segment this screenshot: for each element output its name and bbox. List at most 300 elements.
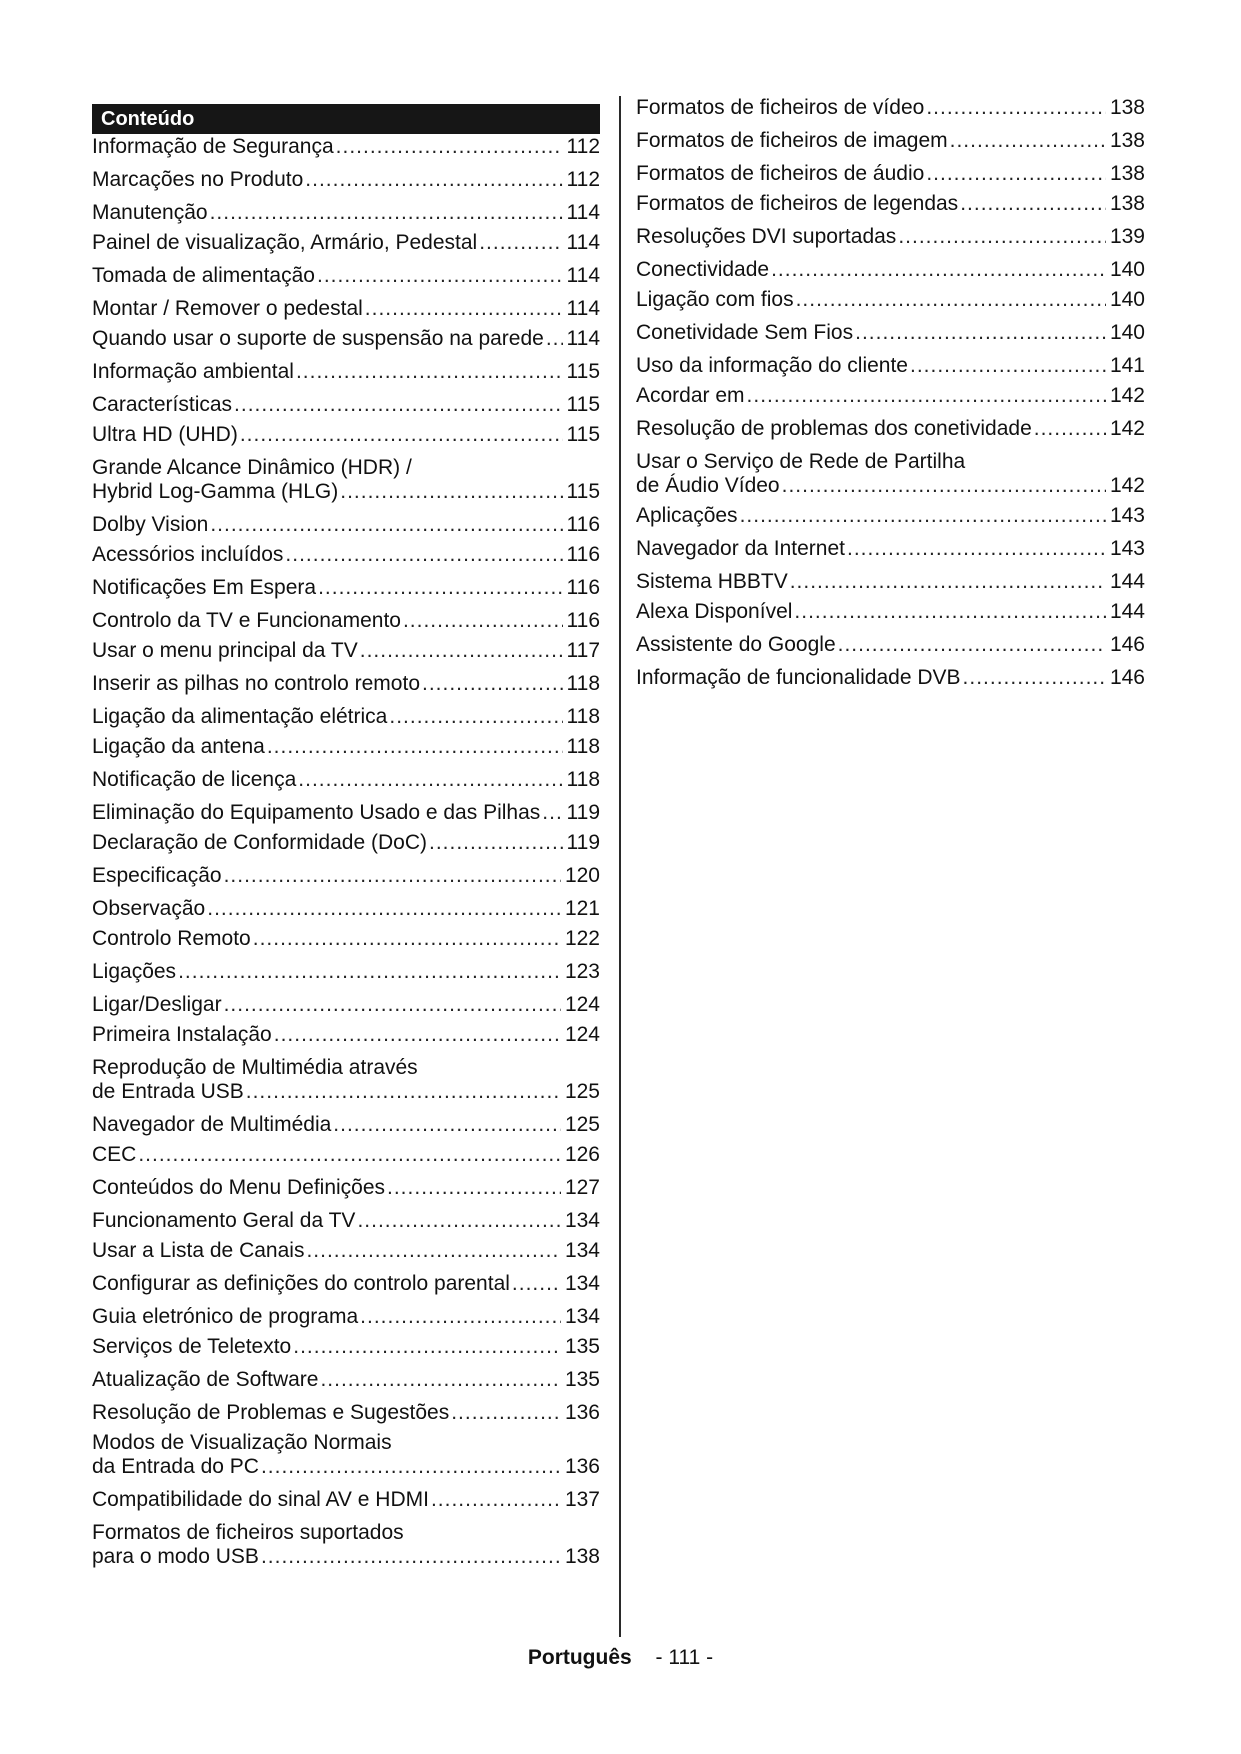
- toc-entry-title: Conetividade Sem Fios: [636, 321, 854, 344]
- toc-entry-title: Formatos de ficheiros de legendas: [636, 192, 959, 215]
- dot-leader: [960, 192, 1106, 216]
- dot-leader: [240, 423, 563, 447]
- toc-entry-title: Observação: [92, 897, 206, 920]
- toc-entry-page: 141: [1109, 354, 1145, 377]
- dot-leader: [246, 1080, 561, 1104]
- toc-entry[interactable]: [92, 993, 600, 1017]
- dot-leader: [782, 474, 1106, 498]
- toc-entry-title: Serviços de Teletexto: [92, 1335, 292, 1358]
- toc-entry-page: 140: [1109, 258, 1145, 281]
- toc-entry-page: 124: [564, 1023, 600, 1046]
- toc-entry-page: 115: [566, 423, 600, 446]
- toc-entry-title: Informação ambiental: [92, 360, 294, 383]
- toc-entry-page: 126: [564, 1143, 600, 1166]
- toc-entry-line: [636, 162, 1145, 186]
- dot-leader: [365, 297, 563, 321]
- toc-entry-page: 119: [566, 801, 600, 824]
- toc-entry-title: Sistema HBBTV: [636, 570, 788, 593]
- toc-entry[interactable]: [92, 1368, 600, 1392]
- toc-entry-title-line1: Grande Alcance Dinâmico (HDR) /: [92, 456, 412, 479]
- toc-entry[interactable]: [636, 258, 1145, 282]
- toc-entry-page: 135: [564, 1368, 600, 1391]
- toc-entry-page: 115: [566, 360, 600, 383]
- toc-entry-title: Tomada de alimentação: [92, 264, 315, 287]
- toc-entry-page: 118: [566, 672, 600, 695]
- toc-entry-page: 114: [566, 231, 600, 254]
- toc-entry-line: [92, 360, 600, 384]
- toc-entry-title: Ligação da alimentação elétrica: [92, 705, 388, 728]
- toc-entry-line: [636, 666, 1145, 690]
- toc-entry[interactable]: [92, 864, 600, 888]
- toc-entry-page: 136: [564, 1401, 600, 1424]
- toc-entry-line: [92, 1368, 600, 1392]
- dot-leader: [318, 576, 562, 600]
- toc-entry[interactable]: [92, 393, 600, 417]
- dot-leader: [796, 288, 1106, 312]
- dot-leader: [317, 264, 563, 288]
- toc-entry-title: Usar a Lista de Canais: [92, 1239, 305, 1262]
- toc-entry-page: 144: [1109, 600, 1145, 623]
- toc-entry[interactable]: [636, 96, 1145, 120]
- dot-leader: [285, 543, 562, 567]
- toc-entry-line: [92, 705, 600, 729]
- toc-entry-title: Ligar/Desligar: [92, 993, 222, 1016]
- toc-entry[interactable]: [92, 201, 600, 225]
- toc-entry[interactable]: [92, 1272, 600, 1296]
- toc-entry-title: Assistente do Google: [636, 633, 836, 656]
- toc-entry[interactable]: [92, 297, 600, 321]
- toc-entry[interactable]: [636, 129, 1145, 153]
- toc-entry-line: [92, 1335, 600, 1359]
- dot-leader: [389, 705, 562, 729]
- toc-entry-line: [92, 393, 600, 417]
- dot-leader: [336, 135, 563, 159]
- toc-entry-page: 122: [564, 927, 600, 950]
- toc-entry[interactable]: [92, 231, 600, 255]
- toc-entry-title: Resoluções DVI suportadas: [636, 225, 897, 248]
- toc-entry-page: 118: [566, 705, 600, 728]
- dot-leader: [740, 504, 1106, 528]
- toc-entry[interactable]: [92, 1401, 600, 1425]
- toc-entry-page: 118: [566, 735, 600, 758]
- dot-leader: [296, 360, 563, 384]
- toc-entry[interactable]: [636, 384, 1145, 408]
- toc-entry-title: Especificação: [92, 864, 222, 887]
- column-divider: [619, 96, 621, 1637]
- toc-entry[interactable]: [92, 801, 600, 825]
- toc-entry-title: Resolução de problemas dos conetividade: [636, 417, 1032, 440]
- toc-entry[interactable]: [92, 456, 600, 504]
- toc-entry[interactable]: [636, 450, 1145, 498]
- toc-entry-title: de Áudio Vídeo: [636, 474, 780, 497]
- toc-entry-line: [636, 192, 1145, 216]
- dot-leader: [224, 864, 561, 888]
- toc-entry-title: Inserir as pilhas no controlo remoto: [92, 672, 420, 695]
- toc-entry-line: [92, 576, 600, 600]
- toc-entry-title: Funcionamento Geral da TV: [92, 1209, 356, 1232]
- toc-entry-page: 121: [564, 897, 600, 920]
- dot-leader: [838, 633, 1106, 657]
- toc-entry[interactable]: [92, 1023, 600, 1047]
- toc-entry[interactable]: [92, 1431, 600, 1479]
- toc-entry-title: para o modo USB: [92, 1545, 259, 1568]
- toc-entry-line: [636, 633, 1145, 657]
- toc-entry-line: [92, 672, 600, 696]
- toc-entry-title: Conteúdos do Menu Definições: [92, 1176, 386, 1199]
- toc-entry-page: 142: [1109, 384, 1145, 407]
- toc-entry-line: [92, 960, 600, 984]
- toc-entry-line: [92, 1488, 600, 1512]
- toc-entry[interactable]: [92, 768, 600, 792]
- toc-entry[interactable]: [636, 288, 1145, 312]
- toc-entry-page: 140: [1109, 288, 1145, 311]
- toc-entry[interactable]: [92, 168, 600, 192]
- toc-entry[interactable]: [636, 225, 1145, 249]
- toc-entry-line: [92, 897, 600, 921]
- toc-entry-line: [92, 423, 600, 447]
- toc-entry-title: Acordar em: [636, 384, 745, 407]
- dot-leader: [253, 927, 561, 951]
- toc-entry-page: 134: [564, 1272, 600, 1295]
- toc-entry[interactable]: [636, 570, 1145, 594]
- toc-entry-page: 142: [1109, 417, 1145, 440]
- dot-leader: [431, 1488, 561, 1512]
- toc-entry-page: 112: [566, 135, 600, 158]
- toc-entry-line: [92, 201, 600, 225]
- toc-entry-title: Formatos de ficheiros de áudio: [636, 162, 925, 185]
- toc-entry-line: [636, 288, 1145, 312]
- toc-entry-title: Controlo Remoto: [92, 927, 251, 950]
- toc-entry[interactable]: [636, 633, 1145, 657]
- toc-entry-line: [92, 639, 600, 663]
- toc-entry[interactable]: [636, 600, 1145, 624]
- toc-entry-title: CEC: [92, 1143, 137, 1166]
- toc-entry-line: [636, 504, 1145, 528]
- toc-entry[interactable]: [92, 543, 600, 567]
- dot-leader: [387, 1176, 561, 1200]
- toc-entry-line: [92, 1143, 600, 1167]
- toc-entry-page: 117: [566, 639, 600, 662]
- toc-entry-line: [92, 735, 600, 759]
- toc-entry-line: [92, 231, 600, 255]
- toc-entry-title-line1: Reprodução de Multimédia através: [92, 1056, 418, 1079]
- dot-leader: [320, 1368, 560, 1392]
- toc-entry[interactable]: [92, 1176, 600, 1200]
- toc-entry-page: 123: [564, 960, 600, 983]
- dot-leader: [210, 201, 563, 225]
- dot-leader: [422, 672, 563, 696]
- toc-entry-line: [636, 129, 1145, 153]
- toc-entry-line: [92, 993, 600, 1017]
- toc-entry-line: [92, 831, 600, 855]
- toc-entry-page: 138: [1109, 129, 1145, 152]
- toc-entry-page: 138: [1109, 192, 1145, 215]
- toc-entry-page: 115: [566, 480, 600, 503]
- toc-entry-line: [636, 258, 1145, 282]
- toc-entry[interactable]: [92, 576, 600, 600]
- dot-leader: [794, 600, 1106, 624]
- dot-leader: [950, 129, 1106, 153]
- toc-entry[interactable]: [92, 513, 600, 537]
- toc-entry-page: 146: [1109, 666, 1145, 689]
- dot-leader: [357, 1209, 561, 1233]
- toc-entry-title: Ligação da antena: [92, 735, 265, 758]
- toc-entry[interactable]: [92, 327, 600, 351]
- dot-leader: [333, 1113, 561, 1137]
- toc-entry-title: Informação de Segurança: [92, 135, 334, 158]
- toc-entry[interactable]: [92, 1239, 600, 1263]
- dot-leader: [207, 897, 561, 921]
- toc-entry-title: Quando usar o suporte de suspensão na parede: [92, 327, 544, 350]
- toc-entry-title: Informação de funcionalidade DVB: [636, 666, 961, 689]
- toc-entry-page: 119: [566, 831, 600, 854]
- dot-leader: [234, 393, 562, 417]
- dot-leader: [360, 1305, 561, 1329]
- toc-entry-line: [636, 417, 1145, 441]
- toc-entry-page: 134: [564, 1239, 600, 1262]
- toc-entry-title: Notificação de licença: [92, 768, 297, 791]
- toc-entry-line: [92, 135, 600, 159]
- dot-leader: [360, 639, 563, 663]
- toc-entry-title: Painel de visualização, Armário, Pedestal: [92, 231, 478, 254]
- footer-page-number: - 111 -: [655, 1646, 714, 1669]
- dot-leader: [546, 327, 563, 351]
- toc-entry-title: Uso da informação do cliente: [636, 354, 908, 377]
- toc-entry[interactable]: [92, 264, 600, 288]
- toc-entry-page: 144: [1109, 570, 1145, 593]
- toc-entry-title: Notificações Em Espera: [92, 576, 317, 599]
- toc-entry[interactable]: [636, 162, 1145, 186]
- dot-leader: [512, 1272, 561, 1296]
- toc-entry-title: Navegador de Multimédia: [92, 1113, 332, 1136]
- toc-entry-title: Aplicações: [636, 504, 738, 527]
- toc-entry-title: Eliminação do Equipamento Usado e das Pilhas: [92, 801, 541, 824]
- toc-entry-title: Compatibilidade do sinal AV e HDMI: [92, 1488, 429, 1511]
- toc-entry[interactable]: [92, 1488, 600, 1512]
- toc-entry-title: Atualização de Software: [92, 1368, 319, 1391]
- toc-entry-title: Montar / Remover o pedestal: [92, 297, 363, 320]
- toc-entry[interactable]: [92, 609, 600, 633]
- toc-entry-line: [636, 600, 1145, 624]
- toc-entry-line: [636, 96, 1145, 120]
- dot-leader: [261, 1545, 561, 1569]
- toc-entry-line: [92, 297, 600, 321]
- toc-entry-line: [92, 1239, 600, 1263]
- toc-entry-title: Resolução de Problemas e Sugestões: [92, 1401, 450, 1424]
- toc-entry[interactable]: [636, 417, 1145, 441]
- toc-entry-page: 114: [566, 297, 600, 320]
- dot-leader: [747, 384, 1106, 408]
- toc-entry-title: Controlo da TV e Funcionamento: [92, 609, 401, 632]
- toc-entry-page: 127: [564, 1176, 600, 1199]
- toc-entry-line: [92, 513, 600, 537]
- toc-entry-line: [92, 609, 600, 633]
- toc-entry-line: [92, 1455, 600, 1479]
- toc-entry-line: [92, 1113, 600, 1137]
- toc-entry[interactable]: [92, 1305, 600, 1329]
- toc-entry-page: 136: [564, 1455, 600, 1478]
- toc-entry-page: 112: [566, 168, 600, 191]
- toc-entry-line: [636, 537, 1145, 561]
- toc-entry-line: [92, 543, 600, 567]
- toc-entry-page: 135: [564, 1335, 600, 1358]
- toc-entry-title: Marcações no Produto: [92, 168, 304, 191]
- toc-entry[interactable]: [92, 1335, 600, 1359]
- footer-language: Português: [527, 1646, 632, 1669]
- toc-entry[interactable]: [636, 537, 1145, 561]
- toc-entry-page: 120: [564, 864, 600, 887]
- toc-entry-line: [92, 1080, 600, 1104]
- toc-entry-page: 114: [566, 327, 600, 350]
- toc-entry-line: [92, 768, 600, 792]
- toc-entry[interactable]: [92, 1209, 600, 1233]
- toc-entry-title: Hybrid Log-Gamma (HLG): [92, 480, 339, 503]
- toc-entry-title: Manutenção: [92, 201, 208, 224]
- toc-entry-title: Configurar as definições do controlo parental: [92, 1272, 510, 1295]
- dot-leader: [298, 768, 562, 792]
- dot-leader: [847, 537, 1106, 561]
- dot-leader: [178, 960, 561, 984]
- toc-entry[interactable]: [92, 705, 600, 729]
- toc-entry-page: 142: [1109, 474, 1145, 497]
- toc-entry-line: [92, 480, 600, 504]
- dot-leader: [274, 1023, 561, 1047]
- toc-entry-line: [92, 1209, 600, 1233]
- toc-entry-line: [92, 864, 600, 888]
- toc-entry-page: 134: [564, 1209, 600, 1232]
- toc-entry-title: Formatos de ficheiros de imagem: [636, 129, 948, 152]
- dot-leader: [138, 1143, 561, 1167]
- toc-entry-line: [636, 384, 1145, 408]
- toc-entry[interactable]: [92, 1143, 600, 1167]
- toc-entry-line: [92, 168, 600, 192]
- toc-entry-line: [92, 1023, 600, 1047]
- toc-entry-page: 134: [564, 1305, 600, 1328]
- toc-entry[interactable]: [636, 354, 1145, 378]
- toc-entry[interactable]: [92, 897, 600, 921]
- toc-entry-page: 115: [566, 393, 600, 416]
- dot-leader: [210, 513, 562, 537]
- toc-header: Conteúdo: [92, 104, 600, 134]
- toc-entry[interactable]: [636, 192, 1145, 216]
- toc-entry-line: [92, 1545, 600, 1569]
- toc-entry[interactable]: [92, 927, 600, 951]
- toc-entry-title: Navegador da Internet: [636, 537, 845, 560]
- toc-entry-page: 124: [564, 993, 600, 1016]
- toc-entry[interactable]: [636, 666, 1145, 690]
- toc-column-right: [636, 96, 1145, 696]
- toc-entry[interactable]: [92, 639, 600, 663]
- toc-entry-title: de Entrada USB: [92, 1080, 244, 1103]
- toc-entry[interactable]: [636, 504, 1145, 528]
- dot-leader: [429, 831, 563, 855]
- toc-entry-title: Ligações: [92, 960, 177, 983]
- toc-entry-page: 143: [1109, 537, 1145, 560]
- toc-entry-line: [636, 225, 1145, 249]
- dot-leader: [305, 168, 562, 192]
- toc-entry[interactable]: [92, 135, 600, 159]
- toc-entry-title: Declaração de Conformidade (DoC): [92, 831, 427, 854]
- toc-entry-line: [92, 1305, 600, 1329]
- toc-entry-title: Conectividade: [636, 258, 770, 281]
- toc-entry[interactable]: [92, 1056, 600, 1104]
- dot-leader: [403, 609, 563, 633]
- dot-leader: [926, 96, 1106, 120]
- dot-leader: [855, 321, 1106, 345]
- toc-entry-title: da Entrada do PC: [92, 1455, 259, 1478]
- dot-leader: [910, 354, 1106, 378]
- toc-entry-line: [636, 474, 1145, 498]
- toc-entry[interactable]: [92, 960, 600, 984]
- toc-entry-page: 116: [566, 543, 600, 566]
- toc-entry-page: 116: [566, 513, 600, 536]
- toc-entry-line: [92, 1401, 600, 1425]
- dot-leader: [306, 1239, 561, 1263]
- toc-entry-line: [636, 354, 1145, 378]
- toc-list-right: [636, 96, 1145, 690]
- toc-entry-page: 138: [564, 1545, 600, 1568]
- toc-column-left: [92, 104, 600, 1575]
- toc-entry-line: [92, 1272, 600, 1296]
- toc-entry-line: [92, 327, 600, 351]
- dot-leader: [542, 801, 562, 825]
- toc-entry-page: 114: [566, 264, 600, 287]
- toc-entry-title-line1: Formatos de ficheiros suportados: [92, 1521, 404, 1544]
- toc-entry[interactable]: [636, 321, 1145, 345]
- toc-entry-title: Formatos de ficheiros de vídeo: [636, 96, 925, 119]
- dot-leader: [926, 162, 1106, 186]
- dot-leader: [898, 225, 1106, 249]
- toc-entry-title: Guia eletrónico de programa: [92, 1305, 359, 1328]
- toc-list-left: [92, 135, 600, 1569]
- toc-entry[interactable]: [92, 360, 600, 384]
- toc-entry-page: 114: [566, 201, 600, 224]
- toc-entry-page: 116: [566, 576, 600, 599]
- toc-entry-line: [636, 321, 1145, 345]
- toc-entry-page: 140: [1109, 321, 1145, 344]
- toc-entry-page: 146: [1109, 633, 1145, 656]
- dot-leader: [261, 1455, 561, 1479]
- dot-leader: [790, 570, 1106, 594]
- toc-entry[interactable]: [92, 672, 600, 696]
- toc-entry-title: Alexa Disponível: [636, 600, 793, 623]
- dot-leader: [451, 1401, 561, 1425]
- toc-entry-line: [92, 264, 600, 288]
- toc-entry-page: 139: [1109, 225, 1145, 248]
- toc-entry-title: Usar o menu principal da TV: [92, 639, 358, 662]
- toc-entry[interactable]: [92, 423, 600, 447]
- dot-leader: [224, 993, 561, 1017]
- toc-entry[interactable]: [92, 1521, 600, 1569]
- toc-entry-line: [92, 927, 600, 951]
- toc-entry-line: [92, 1176, 600, 1200]
- page-footer: [0, 1646, 1241, 1670]
- dot-leader: [963, 666, 1106, 690]
- toc-entry-line: [92, 801, 600, 825]
- toc-entry-title: Acessórios incluídos: [92, 543, 284, 566]
- toc-entry[interactable]: [92, 735, 600, 759]
- toc-entry-page: 116: [566, 609, 600, 632]
- dot-leader: [479, 231, 562, 255]
- toc-entry-page: 125: [564, 1113, 600, 1136]
- toc-entry[interactable]: [92, 831, 600, 855]
- dot-leader: [293, 1335, 561, 1359]
- dot-leader: [1034, 417, 1106, 441]
- toc-entry-page: 143: [1109, 504, 1145, 527]
- toc-entry[interactable]: [92, 1113, 600, 1137]
- toc-entry-title: Dolby Vision: [92, 513, 209, 536]
- toc-entry-page: 137: [564, 1488, 600, 1511]
